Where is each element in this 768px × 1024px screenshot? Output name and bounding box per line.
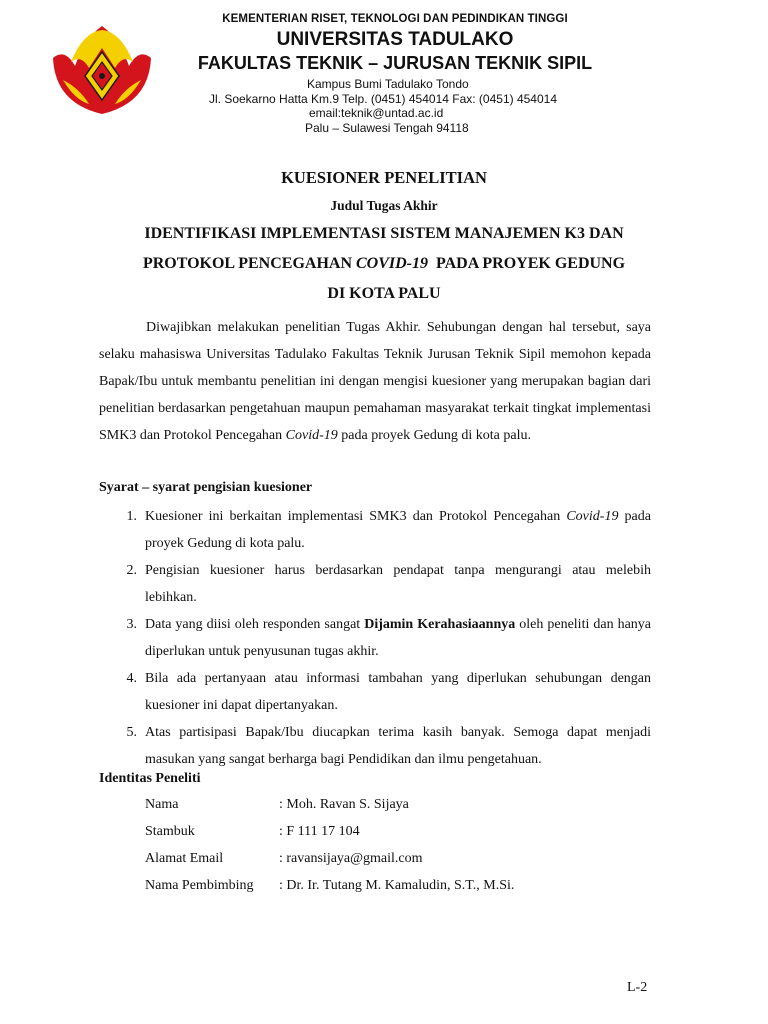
row-value: : Moh. Ravan S. Sijaya	[279, 797, 409, 812]
intro-paragraph: Diwajibkan melakukan penelitian Tugas Akhir. Sehubungan dengan hal tersebut, saya selaku mahasiswa Universitas Tadulako Fakultas Teknik Jurusan Teknik Sipil memohon kepada Bapak/Ibu untuk membantu penelitian ini dengan mengisi kuesioner yang merupakan bagian dari penelitian berdasarkan pengetahuan maupun pemahaman masyarakat terkait tingkat implementasi SMK3 dan Protokol Pencegahan Covid-19 pada proyek Gedung di kota palu.	[99, 320, 651, 443]
campus-line: Kampus Bumi Tadulako Tondo	[307, 77, 469, 91]
address-line: Jl. Soekarno Hatta Km.9 Telp. (0451) 454014 Fax: (0451) 454014	[209, 91, 557, 106]
row-label: Nama	[145, 797, 179, 812]
list-text: Bila ada pertanyaan atau informasi tambahan yang diperlukan sehubungan dengan kuesioner ini dapat dipertanyakan.	[145, 671, 651, 713]
ministry-name: KEMENTERIAN RISET, TEKNOLOGI DAN PEDINDIKAN TINGGI	[222, 13, 568, 25]
list-text: Pengisian kuesioner harus berdasarkan pendapat tanpa mengurangi atau melebih lebihkan.	[145, 563, 651, 605]
email-line: email:teknik@untad.ac.id	[309, 106, 444, 120]
table-row	[145, 824, 514, 851]
list-item	[99, 719, 651, 773]
letterhead-contact	[200, 77, 620, 135]
list-number: 3.	[126, 617, 137, 632]
table-row	[145, 878, 514, 905]
page-title: KUESIONER PENELITIAN	[281, 168, 487, 187]
requirements-list	[99, 503, 651, 773]
row-value: : ravansijaya@gmail.com	[279, 851, 423, 866]
list-number: 5.	[126, 725, 137, 740]
page-number: L-2	[627, 980, 648, 995]
row-label: Alamat Email	[145, 851, 224, 866]
list-item	[99, 665, 651, 719]
row-label: Stambuk	[145, 824, 195, 839]
requirements-heading: Syarat – syarat pengisian kuesioner	[99, 480, 313, 495]
university-name: UNIVERSITAS TADULAKO	[276, 29, 514, 50]
list-text: Kuesioner ini berkaitan implementasi SMK3 dan Protokol Pencegahan Covid-19 pada proyek Gedung di kota palu.	[145, 509, 651, 551]
researcher-heading: Identitas Peneliti	[99, 771, 201, 786]
thesis-title-line-1: IDENTIFIKASI IMPLEMENTASI SISTEM MANAJEMEN K3 DAN	[144, 225, 624, 242]
row-value: : Dr. Ir. Tutang M. Kamaludin, S.T., M.Si.	[279, 878, 515, 893]
city-line: Palu – Sulawesi Tengah 94118	[305, 120, 469, 135]
list-number: 4.	[126, 671, 137, 686]
list-item	[99, 611, 651, 665]
university-logo	[49, 18, 155, 118]
faculty-name: FAKULTAS TEKNIK – JURUSAN TEKNIK SIPIL	[197, 53, 593, 73]
list-item	[99, 557, 651, 611]
list-text: Atas partisipasi Bapak/Ibu diucapkan terima kasih banyak. Semoga dapat menjadi masukan yang sangat berharga bagi Pendidikan dan ilmu pengetahuan.	[145, 725, 651, 767]
thesis-title-line-2: PROTOKOL PENCEGAHAN COVID-19 PADA PROYEK GEDUNG	[142, 255, 626, 272]
researcher-table	[145, 797, 514, 905]
table-row	[145, 797, 514, 824]
page-subtitle: Judul Tugas Akhir	[330, 198, 438, 213]
thesis-title-line-3: DI KOTA PALU	[327, 285, 441, 302]
list-item	[99, 503, 651, 557]
row-label: Nama Pembimbing	[145, 878, 254, 893]
list-number: 1.	[126, 509, 137, 524]
list-number: 2.	[126, 563, 137, 578]
list-text: Data yang diisi oleh responden sangat Dijamin Kerahasiaannya oleh peneliti dan hanya diperlukan untuk penyusunan tugas akhir.	[145, 617, 652, 659]
row-value: : F 111 17 104	[279, 824, 360, 839]
table-row	[145, 851, 514, 878]
